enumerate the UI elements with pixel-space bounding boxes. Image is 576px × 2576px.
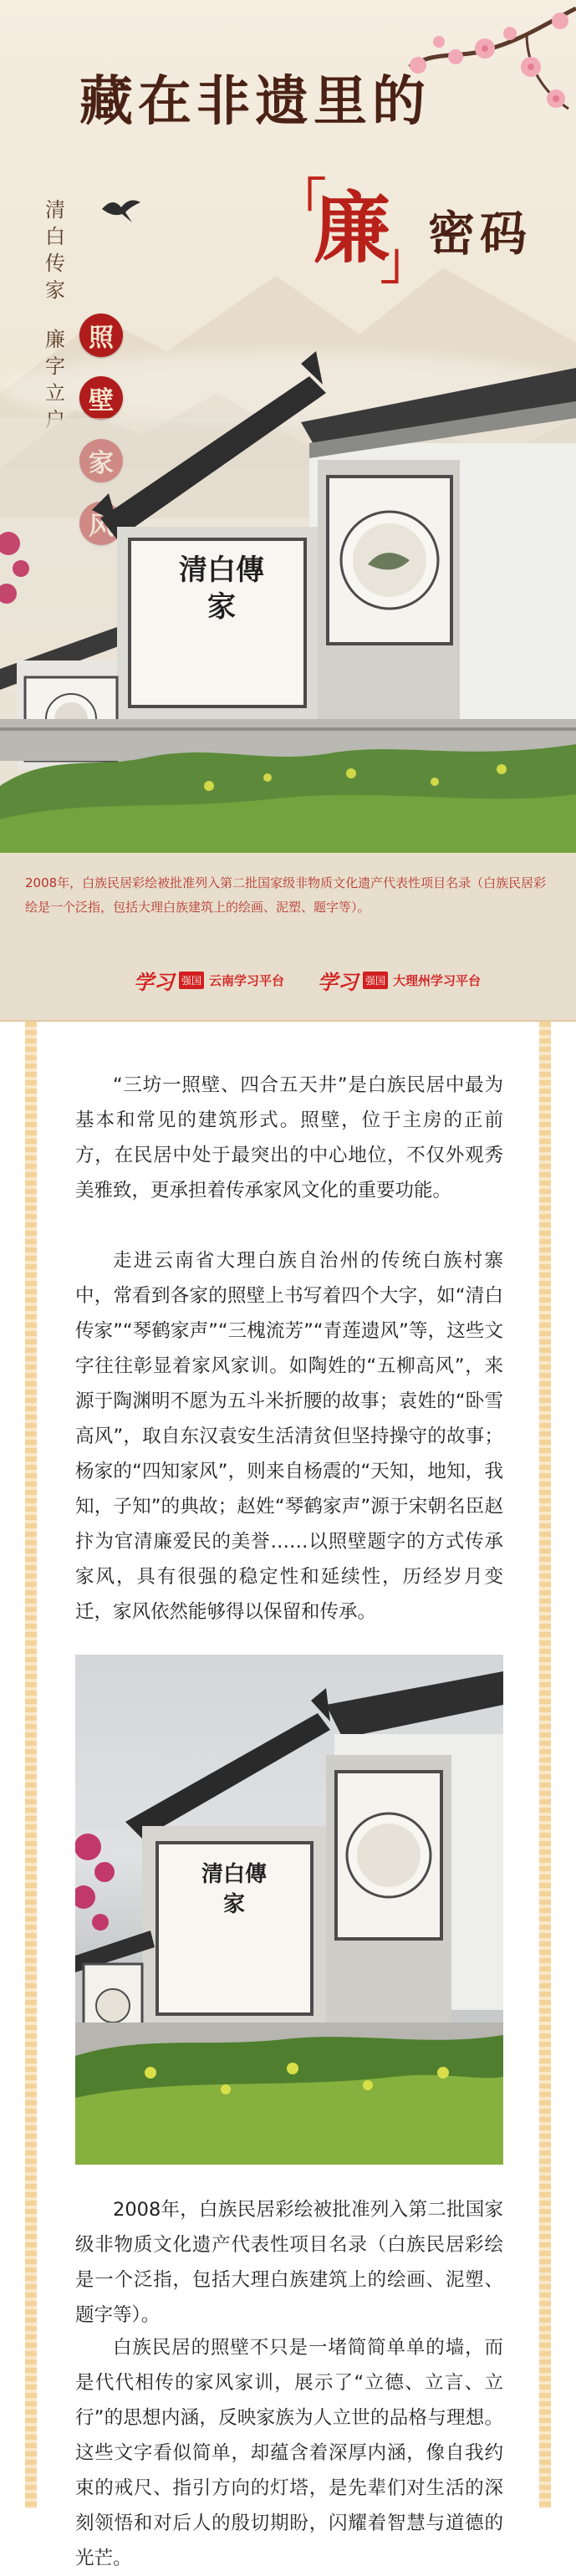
bracket-close: 」 [380, 232, 431, 291]
paragraph-3: 2008年，白族民居彩绘被批准列入第二批国家级非物质文化遗产代表性项目名录（白族民居彩绘是一个泛指，包括大理白族建筑上的绘画、泥塑、题字等）。 [75, 2199, 503, 2326]
logo-label: 云南学习平台 [209, 973, 285, 988]
logo-yunnan[interactable] [134, 966, 284, 995]
article-photo-zhaobi [75, 1655, 503, 2165]
seal-char-2: 壁 [79, 376, 123, 420]
logo-label: 大理州学习平台 [393, 973, 482, 988]
poster-caption: 2008年，白族民居彩绘被批准列入第二批国家级非物质文化遗产代表性项目名录（白族民居彩绘是一个泛指，包括大理白族建筑上的绘画、泥塑、题字等）。 [25, 875, 547, 915]
xuexi-logo-mark: 学习 [134, 970, 174, 994]
left-decorative-border [25, 1022, 37, 2508]
bracket-open: 「 [276, 174, 326, 232]
poster-title-end: 密码 [428, 207, 532, 262]
right-decorative-border [539, 1022, 551, 2508]
paragraph-1: “三坊一照壁、四合五天井”是白族民居中最为基本和常见的建筑形式。照壁，位于主房的正前方，在民居中处于最突出的中心地位，不仅外观秀美雅致，更承担着传承家风文化的重要功能。 [75, 1074, 503, 1201]
paragraph-2: 走进云南省大理白族自治州的传统白族村寨中，常看到各家的照壁上书写着四个大字，如“清白传家”“琴鹤家声”“三槐流芳”“青莲遗风”等，这些文字往往彰显着家风家训。如陶姓的“五柳高风”，来源于陶渊明不愿为五斗米折腰的故事；袁姓的“卧雪高风”，取自东汉袁安生活清贫但坚持操守的故事；杨家的“四知家风”，则来自杨震的“天知，地知，我知，子知”的典故；赵姓“琴鹤家声”源于宋朝名臣赵抃为官清廉爱民的美誉……以照壁题字的方式传承家风，具有很强的稳定性和延续性，历经岁月变迁，家风依然能够得以保留和传承。 [75, 1250, 503, 1623]
photo-board-inscription: 清白傳家 [201, 1862, 267, 1917]
seal-char-1: 照 [79, 314, 123, 357]
article-body [0, 1022, 576, 2569]
zhaobi-photo-illustration [75, 1655, 503, 2165]
highlight-char-lian: 廉 [313, 183, 391, 273]
paragraph-4: 白族民居的照壁不只是一堵简简单单的墙，而是代代相传的家风家训，展示了“立德、立言、立行”的思想内涵，反映家族为人立世的品格与理想。这些文字看似简单，却蕴含着深厚内涵，像自我约束的戒尺、指引方向的灯塔，是先辈们对生活的深刻领悟和对后人的殷切期盼，闪耀着智慧与道德的光芒。 [75, 2337, 503, 2569]
xuexi-logo-mark: 学习 [318, 970, 358, 994]
board-inscription: 清白傳家 [179, 553, 264, 624]
subtitle-left: 清白传家 [45, 198, 65, 302]
xuexi-logo-badge: 强国 [179, 972, 204, 989]
swallow-bird-icon [100, 192, 142, 226]
logo-dali[interactable] [318, 966, 481, 995]
xuexi-logo-badge: 强国 [363, 972, 388, 989]
zhaobi-wall-illustration [0, 351, 576, 853]
poster-title: 藏在非遗里的 [79, 70, 431, 133]
poster-banner [0, 0, 576, 1020]
subtitle-right: 廉字立 [45, 328, 65, 405]
